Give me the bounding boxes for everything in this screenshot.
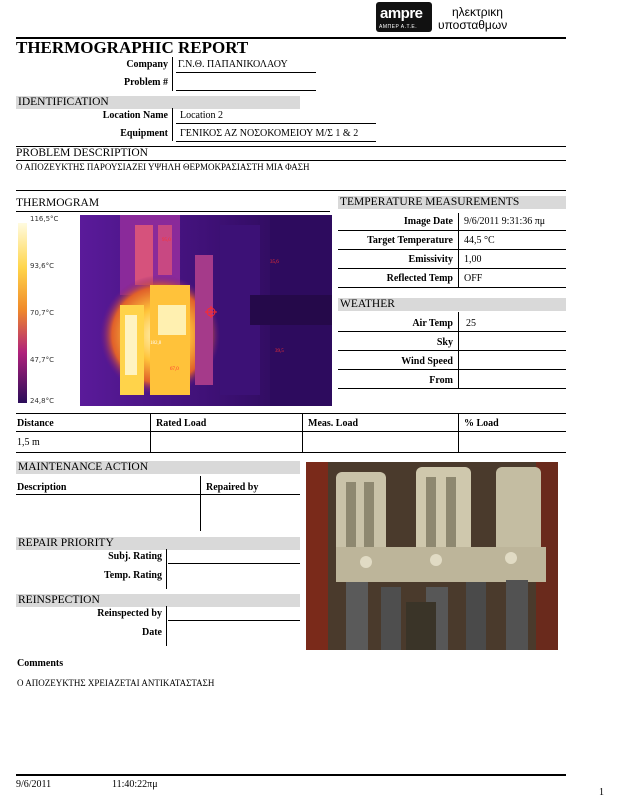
maintenance-divider	[200, 476, 201, 531]
problem-description-text: Ο ΑΠΟΖΕΥΚΤΗΣ ΠΑΡΟΥΣΙΑΖΕΙ ΥΨΗΛΗ ΘΕΡΜΟΚΡΑΣΙΑΣΤΗ ΜΙΑ ΦΑΣΗ	[16, 162, 310, 172]
thermal-image-svg	[80, 215, 332, 406]
comments-label: Comments	[17, 658, 64, 669]
thermogram-heading-rule	[16, 211, 330, 212]
reinspection-divider	[166, 606, 167, 646]
logo-brand: ampre	[380, 5, 423, 22]
problem-description-heading: PROBLEM DESCRIPTION	[16, 147, 148, 159]
distance-value: 1,5 m	[17, 437, 40, 448]
air-temp-value: 25	[466, 318, 476, 329]
marker-5: 39,5	[275, 349, 284, 354]
distance-header: Distance	[17, 418, 54, 429]
subj-rating-rule	[168, 563, 300, 564]
reinspection-date-label: Date	[142, 627, 162, 638]
repair-priority-heading: REPAIR PRIORITY	[16, 537, 300, 550]
load-header-rule	[16, 431, 566, 432]
footer-time: 11:40:22πμ	[112, 779, 158, 790]
scale-upper: 93,6°C	[30, 262, 54, 270]
thermogram-heading: THERMOGRAM	[16, 197, 100, 209]
weather-row-2-rule	[338, 350, 566, 351]
reflected-temp-label: Reflected Temp	[386, 273, 453, 284]
air-temp-label: Air Temp	[412, 318, 453, 329]
problem-number-label: Problem #	[124, 77, 168, 88]
company-underline	[176, 72, 316, 73]
company-divider	[172, 57, 173, 91]
weather-heading: WEATHER	[338, 298, 566, 311]
meas-load-header: Meas. Load	[308, 418, 358, 429]
temp-divider	[458, 213, 459, 288]
reinspection-heading: REINSPECTION	[16, 594, 300, 607]
visual-photo	[306, 462, 558, 650]
from-label: From	[429, 375, 453, 386]
weather-row-4-rule	[338, 388, 566, 389]
scale-max: 116,5°C	[30, 215, 59, 223]
problem-underline	[176, 90, 316, 91]
load-bottom-rule	[16, 452, 566, 453]
temp-row-1-rule	[338, 230, 566, 231]
logo-tagline-2: υποσταθμων	[438, 18, 508, 32]
temp-row-2-rule	[338, 249, 566, 250]
thermal-image	[80, 215, 332, 406]
sky-label: Sky	[436, 337, 453, 348]
temp-row-3-rule	[338, 268, 566, 269]
visual-photo-svg	[306, 462, 558, 650]
logo-tagline-1: ηλεκτρικη	[452, 5, 503, 19]
equipment-underline	[176, 141, 376, 142]
location-value: Location 2	[180, 110, 224, 121]
problem-heading-rule	[16, 160, 566, 161]
temp-row-4-rule	[338, 287, 566, 288]
image-date-label: Image Date	[403, 216, 453, 227]
location-underline	[176, 123, 376, 124]
load-top-rule	[16, 413, 566, 414]
company-label: Company	[126, 59, 168, 70]
location-label: Location Name	[102, 110, 168, 121]
marker-1: 95,0	[162, 238, 171, 243]
reinspected-by-label: Reinspected by	[97, 608, 162, 619]
repaired-by-label: Repaired by	[206, 482, 259, 493]
rated-load-header: Rated Load	[156, 418, 207, 429]
target-temperature-label: Target Temperature	[367, 235, 453, 246]
emissivity-label: Emissivity	[408, 254, 453, 265]
report-title: THERMOGRAPHIC REPORT	[16, 38, 249, 57]
scale-lower: 47,7°C	[30, 356, 54, 364]
page-number: 1	[599, 787, 604, 798]
logo-tagline	[438, 6, 507, 32]
company-logo	[376, 2, 432, 32]
temperature-scale	[16, 215, 78, 406]
identification-heading: IDENTIFICATION	[16, 96, 300, 109]
maintenance-rule	[16, 494, 300, 495]
equipment-label: Equipment	[120, 128, 168, 139]
scale-mid: 70,7°C	[30, 309, 54, 317]
image-date-value: 9/6/2011 9:31:36 πμ	[464, 216, 546, 227]
scale-min: 24,8°C	[30, 397, 54, 405]
subj-rating-label: Subj. Rating	[108, 551, 162, 562]
company-value: Γ.Ν.Θ. ΠΑΠΑΝΙΚΟΛΑΟΥ	[178, 59, 288, 70]
reflected-temp-value: OFF	[464, 273, 483, 284]
logo-sub: ΑΜΠΕΡ Α.Τ.Ε.	[379, 24, 418, 30]
load-divider-3	[458, 413, 459, 452]
comments-text: Ο ΑΠΟΖΕΥΚΤΗΣ ΧΡΕΙΑΖΕΤΑΙ ΑΝΤΙΚΑΤΑΣΤΑΣΗ	[17, 678, 215, 688]
color-scale-bar	[18, 223, 27, 403]
description-label: Description	[17, 482, 67, 493]
maintenance-heading: MAINTENANCE ACTION	[16, 461, 300, 474]
temperature-heading: TEMPERATURE MEASUREMENTS	[338, 196, 566, 209]
marker-4: 67,0	[170, 367, 179, 372]
temp-rating-label: Temp. Rating	[104, 570, 162, 581]
equipment-value: ΓΕΝΙΚΟΣ ΑΖ ΝΟΣΟΚΟΜΕΙΟΥ Μ/Σ 1 & 2	[180, 128, 359, 139]
footer-rule	[16, 774, 566, 776]
reinspected-by-rule	[168, 620, 300, 621]
emissivity-value: 1,00	[464, 254, 482, 265]
load-divider-2	[302, 413, 303, 452]
weather-row-1-rule	[338, 331, 566, 332]
footer-date: 9/6/2011	[16, 779, 52, 790]
percent-load-header: % Load	[464, 418, 499, 429]
marker-3: 182,8	[150, 341, 162, 346]
load-divider-1	[150, 413, 151, 452]
wind-speed-label: Wind Speed	[401, 356, 453, 367]
target-temperature-value: 44,5 °C	[464, 235, 495, 246]
weather-divider	[458, 312, 459, 389]
repair-priority-divider	[166, 549, 167, 589]
marker-2: 35,6	[270, 260, 279, 265]
weather-row-3-rule	[338, 369, 566, 370]
identification-divider	[172, 108, 173, 141]
problem-bottom-rule	[16, 190, 566, 191]
